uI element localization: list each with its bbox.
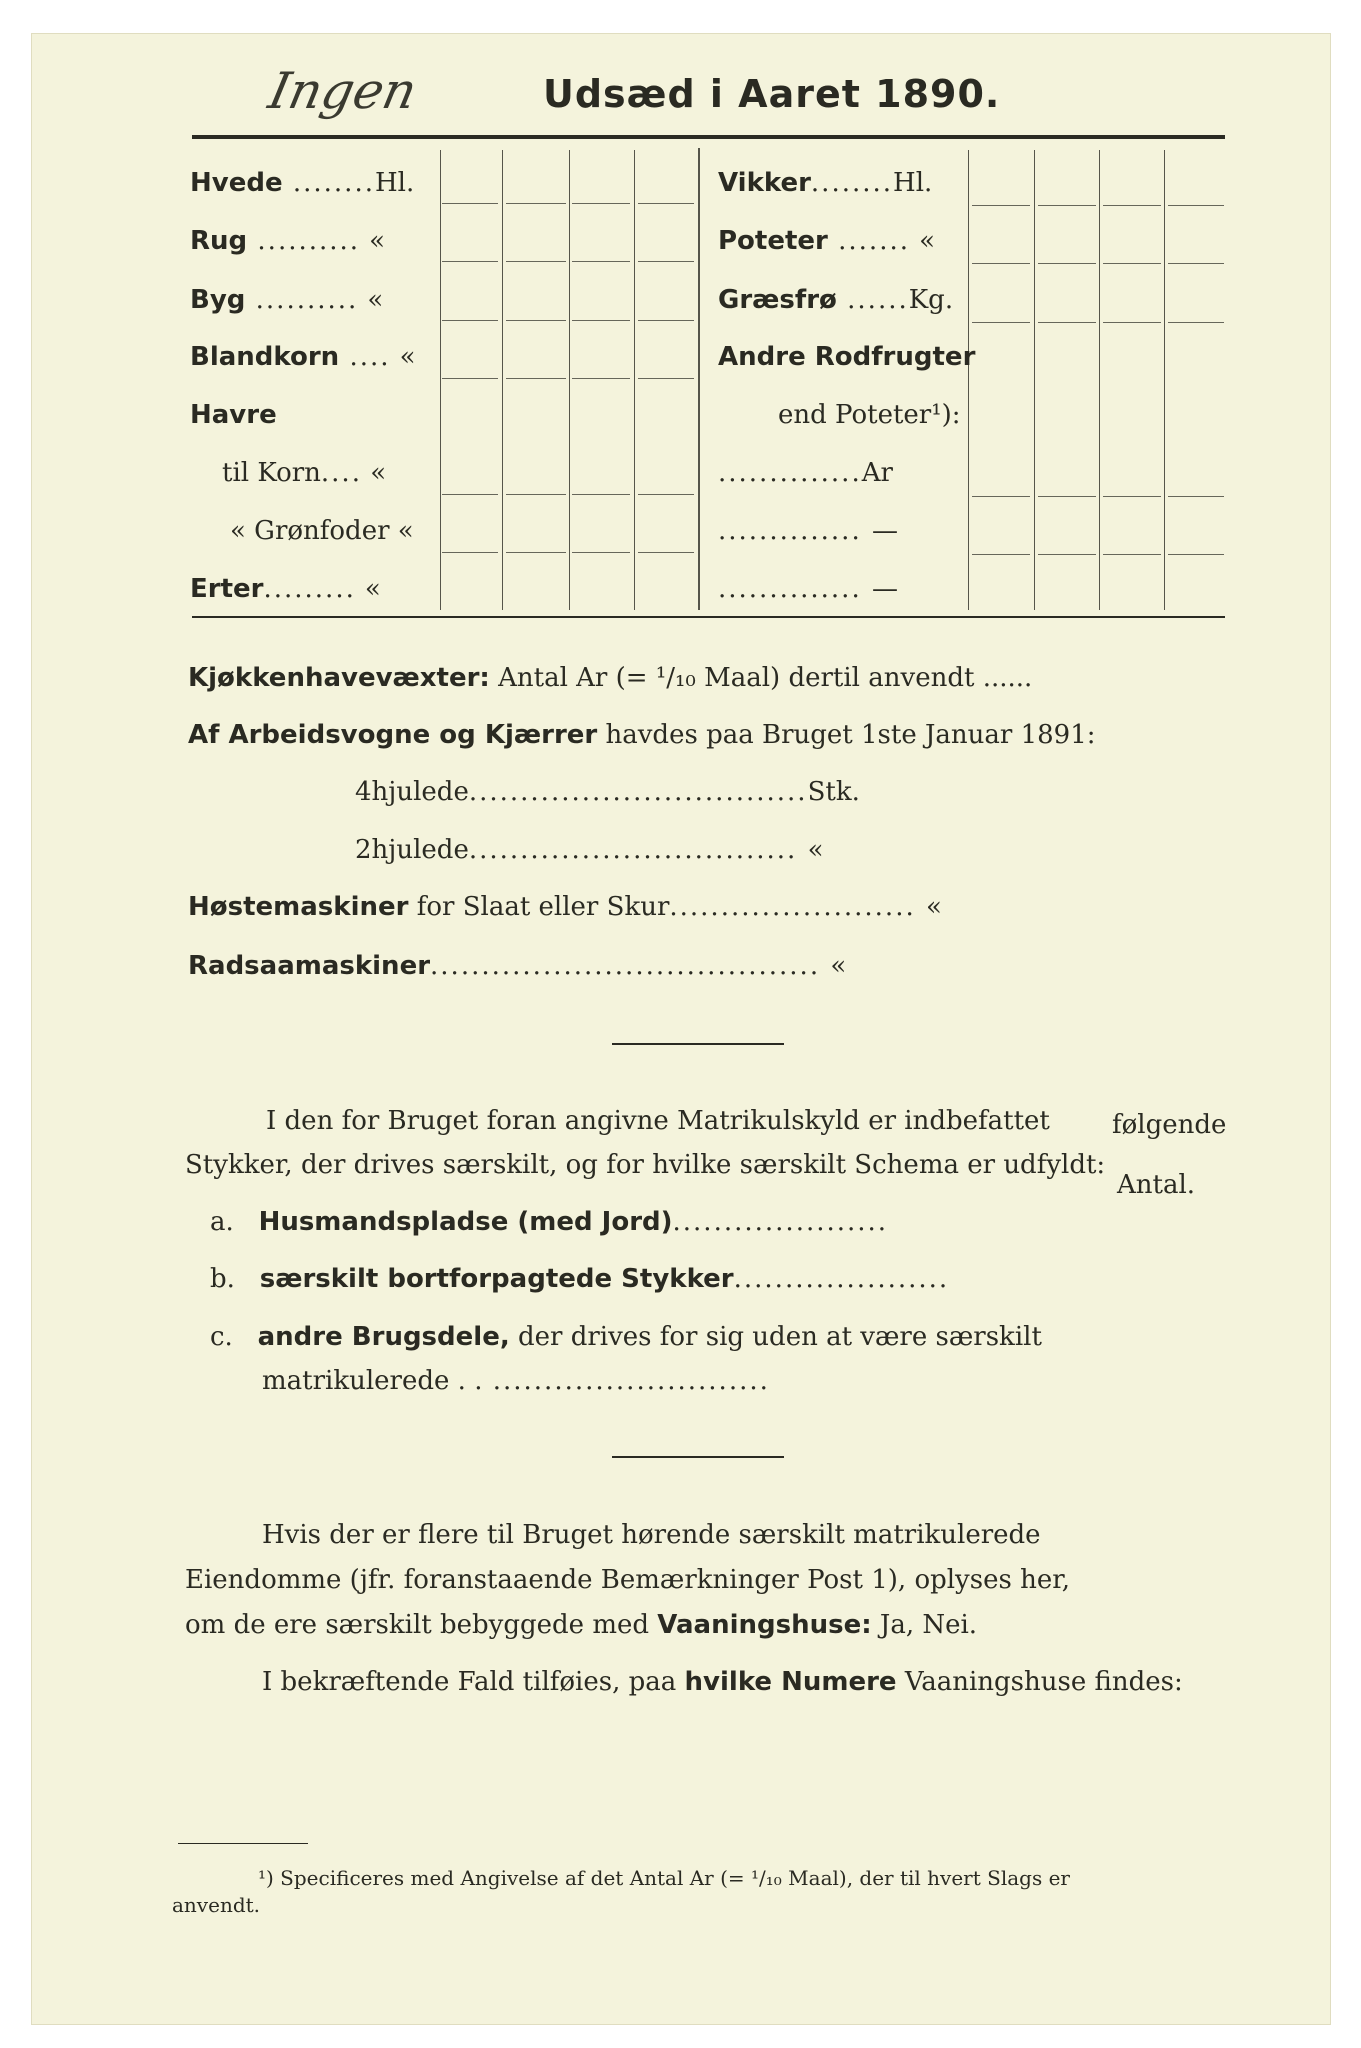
- matrikel-intro-2: Stykker, der drives særskilt, og for hvilke særskilt Schema er udfyldt:: [185, 1150, 1106, 1180]
- houses-line-3: om de ere særskilt bebyggede med Vaaningshuse: Ja, Nei.: [185, 1610, 978, 1640]
- row-andre-rodfrugter: Andre Rodfrugter: [718, 342, 976, 372]
- harvest-machines-line: Høstemaskiner for Slaat eller Skur........................ «: [188, 892, 942, 922]
- matrikel-intro-1: I den for Bruget foran angivne Matrikulskyld er indbefattet: [266, 1106, 1050, 1136]
- row-til-korn: til Korn.... «: [222, 458, 387, 488]
- table-col-divider: [1164, 150, 1165, 610]
- section-divider: [612, 1043, 784, 1045]
- table-bottom-rule: [192, 616, 1225, 618]
- row-blank-2: .............. —: [718, 574, 898, 604]
- row-ar: ..............Ar: [718, 458, 893, 488]
- matrikel-intro-word: følgende: [1112, 1110, 1227, 1140]
- houses-line-1: Hvis der er flere til Bruget hørende særskilt matrikulerede: [262, 1520, 1041, 1550]
- table-col-divider: [440, 150, 441, 610]
- row-graesfro: Græsfrø ......Kg.: [718, 285, 954, 315]
- row-blank-1: .............. —: [718, 516, 898, 546]
- header-rule: [192, 135, 1225, 139]
- footnote-line-2: anvendt.: [172, 1893, 261, 1917]
- item-a: a. Husmandspladse (med Jord).....................: [210, 1207, 889, 1237]
- houses-line-2: Eiendomme (jfr. foranstaaende Bemærkninger Post 1), oplyses her,: [185, 1565, 1071, 1595]
- row-gronfoder: « Grønfoder «: [230, 516, 414, 546]
- table-center-divider: [698, 148, 700, 610]
- section-divider: [612, 1456, 784, 1458]
- row-erter: Erter......... «: [190, 574, 381, 604]
- table-col-divider: [502, 150, 503, 610]
- table-col-divider: [569, 150, 570, 610]
- row-havre: Havre: [190, 400, 277, 430]
- row-rug: Rug .......... «: [190, 226, 386, 256]
- page-title: Udsæd i Aaret 1890.: [543, 72, 1001, 116]
- row-seeders-line: Radsaamaskiner...................................... «: [188, 951, 847, 981]
- table-col-divider: [1034, 150, 1035, 610]
- footnote-rule: [178, 1843, 308, 1844]
- antal-header: Antal.: [1117, 1170, 1196, 1200]
- item-c: c. andre Brugsdele, der drives for sig uden at være særskilt: [210, 1322, 1042, 1352]
- form-page: [32, 34, 1330, 2024]
- footnote-line-1: ¹) Specificeres med Angivelse af det Antal Ar (= ¹/₁₀ Maal), der til hvert Slags er: [258, 1866, 1070, 1890]
- table-col-divider: [634, 150, 635, 610]
- row-hvede: Hvede ........Hl.: [190, 168, 415, 198]
- item-c-cont: matrikulerede . . ...........................: [262, 1366, 770, 1396]
- table-col-divider: [1099, 150, 1100, 610]
- table-col-divider: [968, 150, 969, 610]
- houses-line-4: I bekræftende Fald tilføies, paa hvilke Numere Vaaningshuse findes:: [262, 1667, 1183, 1697]
- kitchen-garden-line: Kjøkkenhavevæxter: Antal Ar (= ¹/₁₀ Maal) dertil anvendt ......: [188, 663, 1033, 693]
- row-blandkorn: Blandkorn .... «: [190, 342, 416, 372]
- row-end-poteter: end Poteter¹):: [778, 400, 961, 430]
- two-wheel-line: 2hjulede................................ «: [355, 835, 824, 865]
- wagons-line: Af Arbeidsvogne og Kjærrer havdes paa Bruget 1ste Januar 1891:: [188, 720, 1096, 750]
- four-wheel-line: 4hjulede.................................Stk.: [355, 777, 860, 807]
- row-vikker: Vikker........Hl.: [718, 168, 933, 198]
- signature: Ingen: [263, 62, 422, 120]
- row-poteter: Poteter ....... «: [718, 226, 935, 256]
- row-byg: Byg .......... «: [190, 285, 384, 315]
- item-b: b. særskilt bortforpagtede Stykker.....................: [210, 1264, 950, 1294]
